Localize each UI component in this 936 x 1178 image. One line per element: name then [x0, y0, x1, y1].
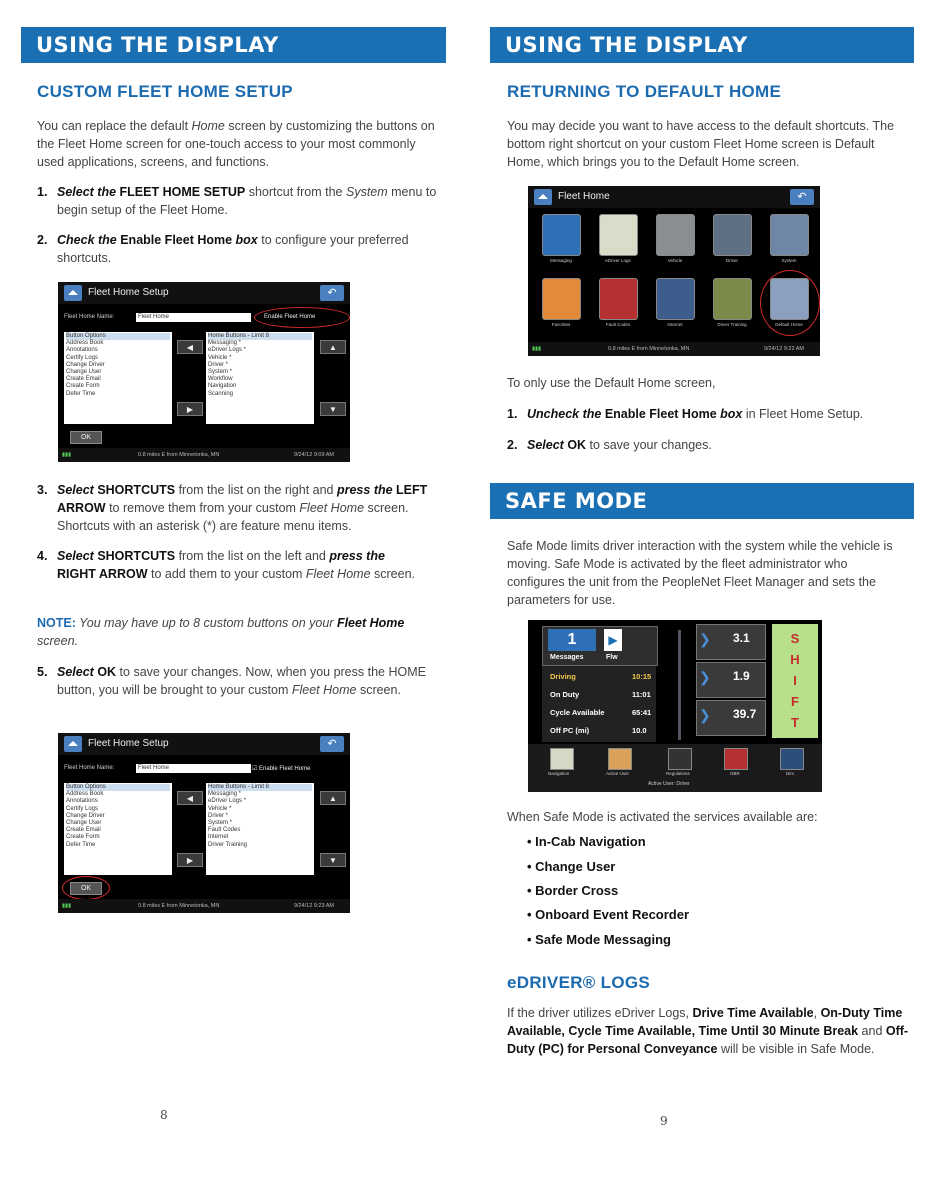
service-item-3: • Onboard Event Recorder: [527, 907, 690, 922]
flw-label: Flw: [606, 654, 618, 661]
right-arrow-icon: ▶: [177, 402, 203, 416]
messages-label: Messages: [550, 654, 584, 661]
button-options-list: Button Options Address Book Annotations Certify Logs Change Driver Change User Create Email Create Form Defer Time: [64, 332, 172, 424]
left-intro: You can replace the default Home screen by customizing the buttons on the Fleet Home screen for one-touch access to your most commonly used applications, screens, and functions.: [37, 119, 435, 169]
footer-label-2: Regulations: [666, 771, 690, 776]
back-arrow-icon: ↶: [320, 736, 344, 752]
gauge-0: ❯ 3.1: [696, 624, 766, 660]
left-subhead: CUSTOM FLEET HOME SETUP: [37, 82, 293, 101]
row-label-2: Cycle Available: [550, 708, 605, 717]
fleet-home-screenshot: [528, 186, 820, 356]
obr-icon: [724, 748, 748, 770]
home-icon: [534, 189, 552, 205]
service-item-2: • Border Cross: [527, 883, 619, 898]
tile-label-system: System: [781, 258, 797, 263]
fleet-home-name-label: Fleet Home Name:: [64, 765, 115, 771]
home-icon: [64, 736, 82, 752]
enable-fleet-home-label: Enable Fleet Home: [264, 314, 316, 320]
vehicle-icon: [656, 214, 695, 256]
status-bar: ▮▮▮ 0.8 miles E from Minnetonka, MN 9/24/12 9:23 AM: [58, 899, 350, 913]
message-count: 1: [548, 629, 596, 651]
footer-label-3: OBR: [730, 771, 740, 776]
fleet-home-name-label: Fleet Home Name:: [64, 314, 115, 320]
screen-title: Fleet Home Setup: [88, 287, 169, 298]
tile-label-default-home: Default Home: [775, 322, 803, 327]
left-arrow-icon: ◀: [177, 340, 203, 354]
footer-label-1: Active User: [606, 771, 630, 776]
tile-label-favorites: Favorites: [551, 322, 571, 327]
screen-title: Fleet Home Setup: [88, 738, 169, 749]
screen-title: Fleet Home: [558, 191, 610, 202]
fleet-home-name-field: Fleet Home: [136, 313, 251, 322]
row-value-3: 10.0: [632, 726, 647, 735]
services-intro: When Safe Mode is activated the services available are:: [507, 810, 818, 824]
down-arrow-icon: ▼: [320, 853, 346, 867]
row-value-1: 11:01: [632, 690, 651, 699]
ok-button: OK: [70, 882, 102, 895]
safe-mode-screenshot: [528, 620, 822, 792]
fleet-home-setup-screenshot-2: [58, 733, 350, 913]
status-bar: ▮▮▮ 0.8 miles E from Minnetonka, MN 9/24/12 9:22 AM: [528, 342, 820, 356]
footer-label-4: Dim: [786, 771, 794, 776]
left-banner: USING THE DISPLAY: [21, 27, 446, 63]
favorites-icon: [542, 278, 581, 320]
right-subhead: RETURNING TO DEFAULT HOME: [507, 82, 782, 101]
right-arrow-icon: ▶: [177, 853, 203, 867]
left-step-4: 4. Select SHORTCUTS from the list on the left and press the RIGHT ARROW to add them to your custom Fleet Home screen.: [37, 549, 415, 581]
ok-button: OK: [70, 431, 102, 444]
fleet-home-setup-screenshot-1: [58, 282, 350, 462]
driver-icon: [713, 214, 752, 256]
fleet-home-name-field: Fleet Home: [136, 764, 251, 773]
internet-icon: [656, 278, 695, 320]
right-intro: You may decide you want to have access to the default shortcuts. The bottom right shortcut on your custom Fleet Home screen is Default Home, which brings you to the Default Home screen.: [507, 119, 895, 169]
tile-label-edriver-logs: eDriver Logs: [605, 258, 631, 263]
regulations-icon: [668, 748, 692, 770]
footer-label-0: Navigation: [548, 771, 570, 776]
fault-codes-icon: [599, 278, 638, 320]
row-label-1: On Duty: [550, 690, 580, 699]
service-item-4: • Safe Mode Messaging: [527, 932, 671, 947]
right-banner: USING THE DISPLAY: [490, 27, 914, 63]
safe-mode-banner: SAFE MODE: [490, 483, 914, 519]
system-icon: [770, 214, 809, 256]
row-label-0: Driving: [550, 672, 576, 681]
gauge-1: ❯ 1.9: [696, 662, 766, 698]
edriver-logs-text: If the driver utilizes eDriver Logs, Drive Time Available, On-Duty Time Available, Cycle Time Available, Time Until 30 Minute Break and Off-Duty (PC) for Personal Conveyance will be visible in Safe Mode.: [507, 1006, 909, 1056]
service-item-1: • Change User: [527, 859, 616, 874]
right-step-2: 2. Select OK to save your changes.: [507, 438, 712, 452]
home-buttons-list: Home Buttons - Limit 8 Messaging * eDriver Logs * Vehicle * Driver * System * Workflow Navigation Scanning: [206, 332, 314, 424]
play-icon: ▶: [604, 629, 622, 651]
messaging-icon: [542, 214, 581, 256]
only-default-text: To only use the Default Home screen,: [507, 376, 716, 390]
page-number-left: 8: [160, 1108, 168, 1122]
down-arrow-icon: ▼: [320, 402, 346, 416]
row-value-0: 10:15: [632, 672, 652, 681]
shift-panel: S H I F T: [772, 624, 818, 738]
left-step-1: 1. Select the FLEET HOME SETUP shortcut from the System menu to begin setup of the Fleet Home.: [37, 185, 437, 217]
page-number-right: 9: [660, 1114, 668, 1128]
home-buttons-list: Home Buttons - Limit 8 Messaging * eDriver Logs * Vehicle * Driver * System * Fault Codes Internet Driver Training: [206, 783, 314, 875]
driver-training-icon: [713, 278, 752, 320]
enable-callout-ring: [254, 307, 350, 328]
row-label-3: Off PC (mi): [550, 726, 590, 735]
safe-mode-text: Safe Mode limits driver interaction with the system while the vehicle is moving. Safe Mode is activated by the fleet administrator who configures the unit from the PeopleNet Fleet Manager and sets the parameters for use.: [507, 539, 893, 607]
button-options-list: Button Options Address Book Annotations Certify Logs Change Driver Change User Create Email Create Form Defer Time: [64, 783, 172, 875]
row-value-2: 65:41: [632, 708, 652, 717]
back-arrow-icon: ↶: [790, 189, 814, 205]
dim-icon: [780, 748, 804, 770]
up-arrow-icon: ▲: [320, 340, 346, 354]
back-arrow-icon: ↶: [320, 285, 344, 301]
home-icon: [64, 285, 82, 301]
status-bar: ▮▮▮ 0.8 miles E from Minnetonka, MN 9/24/12 9:09 AM: [58, 448, 350, 462]
footer-status: Active User: Driver: [648, 781, 690, 787]
tile-label-internet: Internet: [667, 322, 683, 327]
default-home-callout-ring: [760, 270, 820, 336]
gauge-2: ❯ 39.7: [696, 700, 766, 736]
tile-label-driver: Driver: [726, 258, 738, 263]
speed-bar: [678, 630, 681, 740]
tile-label-driver-training: Driver Training: [717, 322, 747, 327]
tile-label-messaging: Messaging: [550, 258, 572, 263]
edriver-logs-heading: eDRIVER® LOGS: [507, 973, 651, 992]
edriver-logs-icon: [599, 214, 638, 256]
active-user-icon: [608, 748, 632, 770]
left-arrow-icon: ◀: [177, 791, 203, 805]
tile-label-fault-codes: Fault Codes: [605, 322, 631, 327]
right-step-1: 1. Uncheck the Enable Fleet Home box in Fleet Home Setup.: [507, 407, 864, 421]
service-item-0: • In-Cab Navigation: [527, 834, 646, 849]
ok-callout-ring: [62, 876, 110, 900]
enable-fleet-home-checkbox: ☑ Enable Fleet Home: [252, 766, 311, 772]
left-step-3: 3. Select SHORTCUTS from the list on the right and press the LEFT ARROW to remove them from your custom Fleet Home screen. Shortcuts with an asterisk (*) are feature menu items.: [37, 483, 428, 533]
left-note: NOTE: You may have up to 8 custom buttons on your Fleet Home screen.: [37, 616, 405, 648]
left-step-2: 2. Check the Enable Fleet Home box to configure your preferred shortcuts.: [37, 233, 409, 265]
left-step-5: 5. Select OK to save your changes. Now, when you press the HOME button, you will be brought to your custom Fleet Home screen.: [37, 665, 426, 697]
tile-label-vehicle: Vehicle: [667, 258, 683, 263]
up-arrow-icon: ▲: [320, 791, 346, 805]
navigation-icon: [550, 748, 574, 770]
